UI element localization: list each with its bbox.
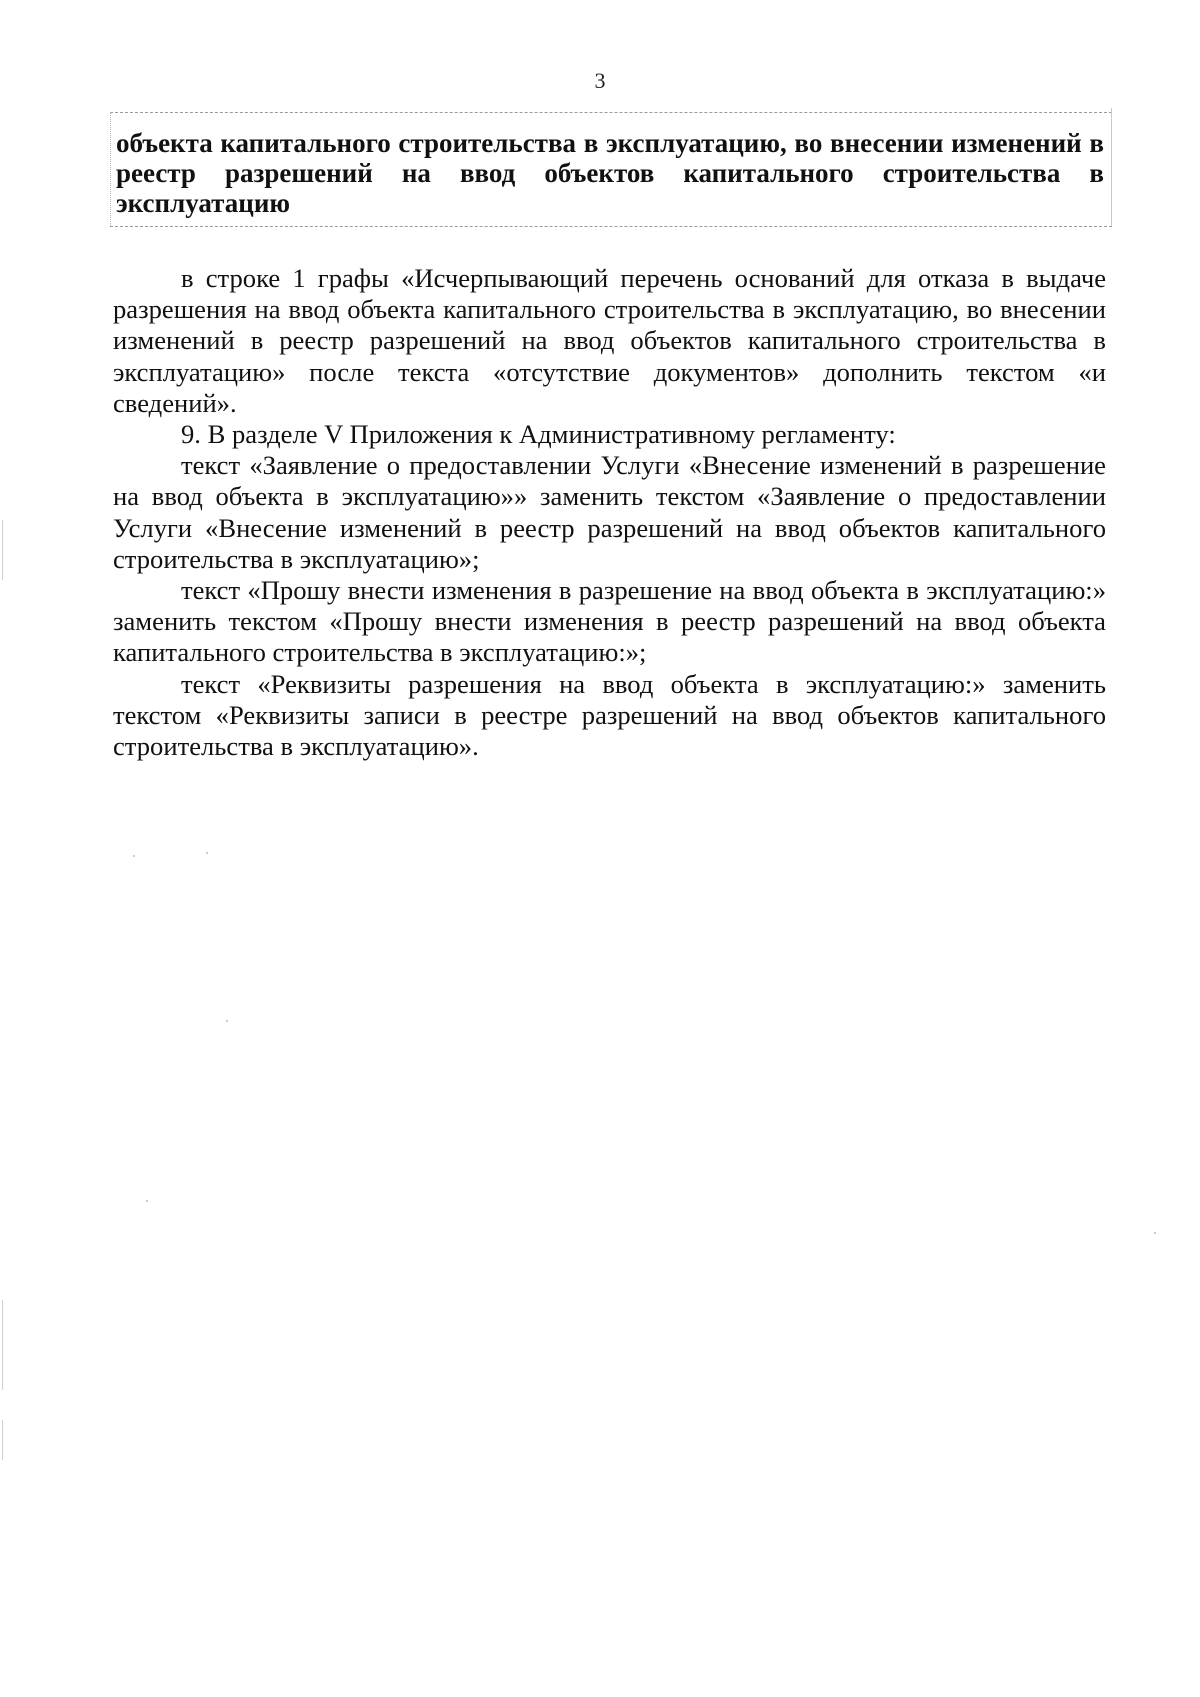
paragraph-requisites-amendment: текст «Реквизиты разрешения на ввод объекта в эксплуатацию:» заменить текстом «Реквизиты записи в реестре разрешений на ввод объектов капитального строительства в эксплуатацию». [113,668,1106,762]
table-cell-text: объекта капитального строительства в эксплуатацию, во внесении изменений в реестр разрешений на ввод объектов капитального строительства в эксплуатацию [116,128,1104,218]
paragraph-application-title-amendment: текст «Заявление о предоставлении Услуги «Внесение изменений в разрешение на ввод объекта в эксплуатацию»» заменить текстом «Заявление о предоставлении Услуги «Внесение изменений в реестр разрешений на ввод объектов капитального строительства в эксплуатацию»; [113,450,1106,574]
scan-edge-mark [2,1420,3,1460]
scan-edge-mark [2,520,3,580]
scan-speck [206,852,208,854]
table-cell-fragment [110,108,1112,226]
page-number: 3 [594,68,606,93]
paragraph-request-text-amendment: текст «Прошу внести изменения в разрешение на ввод объекта в эксплуатацию:» заменить текстом «Прошу внести изменения в реестр разрешений на ввод объекта капитального строительства в эксплуатацию:»; [113,575,1106,668]
paragraph-row1-amendment: в строке 1 графы «Исчерпывающий перечень оснований для отказа в выдаче разрешения на ввод объекта капитального строительства в эксплуатацию, во внесении изменений в реестр разрешений на ввод объектов капитального строительства в эксплуатацию» после текста «отсутствие документов» дополнить текстом «и сведений». [113,263,1106,418]
document-body [113,263,1106,762]
table-border-right [1111,108,1112,226]
scan-edge-mark [2,1300,3,1390]
scan-speck [146,1200,148,1202]
table-border-bottom [110,226,1112,227]
paragraph-section9-heading: 9. В разделе V Приложения к Административному регламенту: [181,419,896,450]
scan-speck [1154,1232,1156,1234]
table-border-top [110,112,1112,113]
table-border-left [110,112,111,226]
scan-speck [133,855,135,857]
scan-speck [226,1020,228,1022]
